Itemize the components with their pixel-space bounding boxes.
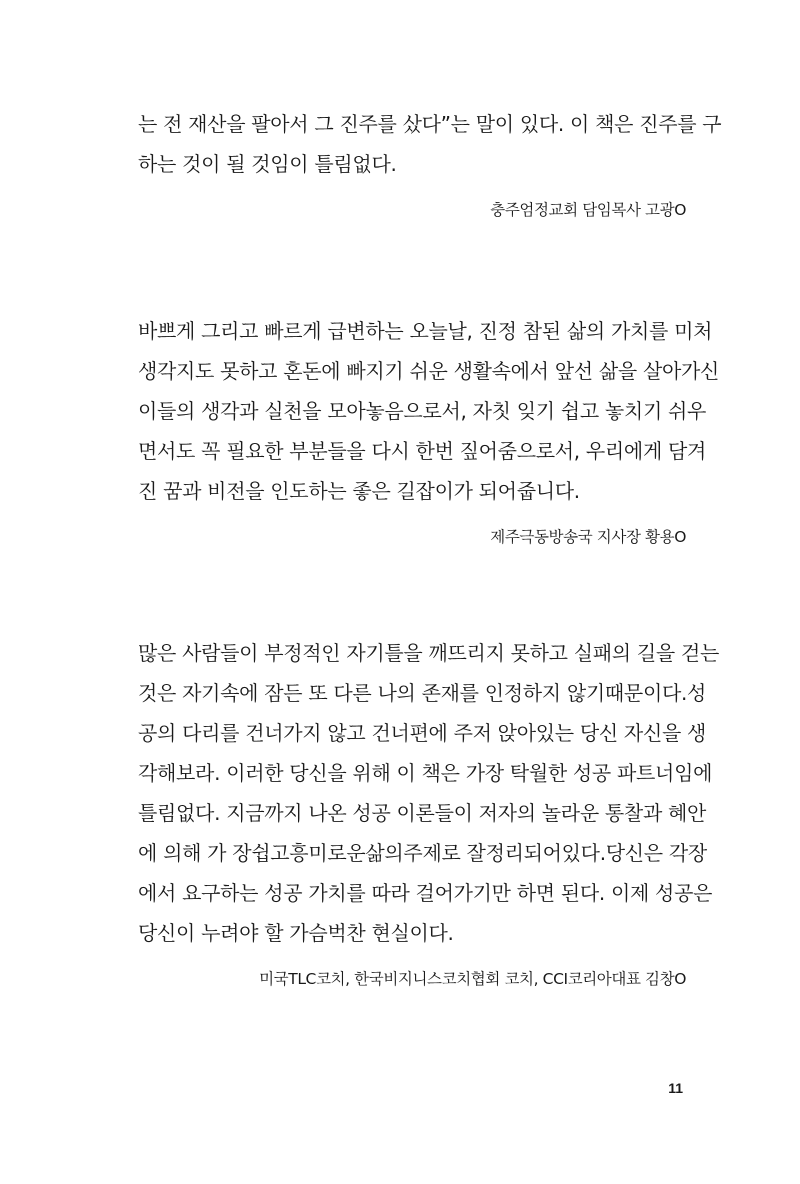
testimonial-author: 제주극동방송국 지사장 황용O <box>490 528 686 546</box>
testimonial-line: 공의 다리를 건너가지 않고 건너편에 주저 앉아있는 당신 자신을 생 <box>138 721 707 745</box>
testimonial-line: 이들의 생각과 실천을 모아놓음으로서, 자칫 잊기 쉽고 놓치기 쉬우 <box>138 399 707 423</box>
testimonial-line: 당신이 누려야 할 가슴벅찬 현실이다. <box>138 921 454 945</box>
testimonial-line: 면서도 꼭 필요한 부분들을 다시 한번 짚어줌으로서, 우리에게 담겨 <box>138 439 707 463</box>
testimonial-author: 미국TLC코치, 한국비지니스코치협회 코치, CCI코리아대표 김창O <box>259 970 686 988</box>
testimonial-3 <box>138 633 720 991</box>
testimonial-line: 것은 자기속에 잠든 또 다른 나의 존재를 인정하지 않기때문이다.성 <box>138 681 707 705</box>
testimonial-line: 하는 것이 될 것임이 틀림없다. <box>138 152 397 176</box>
testimonial-line: 바쁘게 그리고 빠르게 급변하는 오늘날, 진정 참된 삶의 가치를 미처 <box>138 319 713 343</box>
testimonial-line: 많은 사람들이 부정적인 자기틀을 깨뜨리지 못하고 실패의 길을 걷는 <box>138 641 720 665</box>
testimonial-line: 각해보라. 이러한 당신을 위해 이 책은 가장 탁월한 성공 파트너임에 <box>138 761 713 785</box>
testimonial-author: 충주엄정교회 담임목사 고광O <box>490 201 686 219</box>
testimonial-line: 생각지도 못하고 혼돈에 빠지기 쉬운 생활속에서 앞선 삶을 살아가신 <box>138 359 720 383</box>
testimonial-1 <box>138 104 722 222</box>
testimonial-2 <box>138 311 720 549</box>
testimonial-line: 에서 요구하는 성공 가치를 따라 걸어가기만 하면 된다. 이제 성공은 <box>138 881 713 905</box>
testimonial-line: 에 의해 가 장쉽고흥미로운삶의주제로 잘정리되어있다.당신은 각장 <box>138 841 707 865</box>
testimonial-line: 는 전 재산을 팔아서 그 진주를 샀다”는 말이 있다. 이 책은 진주를 구 <box>138 112 722 136</box>
page-number: 11 <box>668 1080 683 1096</box>
testimonial-line: 틀림없다. 지금까지 나온 성공 이론들이 저자의 놀라운 통찰과 혜안 <box>138 801 707 825</box>
testimonial-line: 진 꿈과 비전을 인도하는 좋은 길잡이가 되어줍니다. <box>138 479 580 503</box>
